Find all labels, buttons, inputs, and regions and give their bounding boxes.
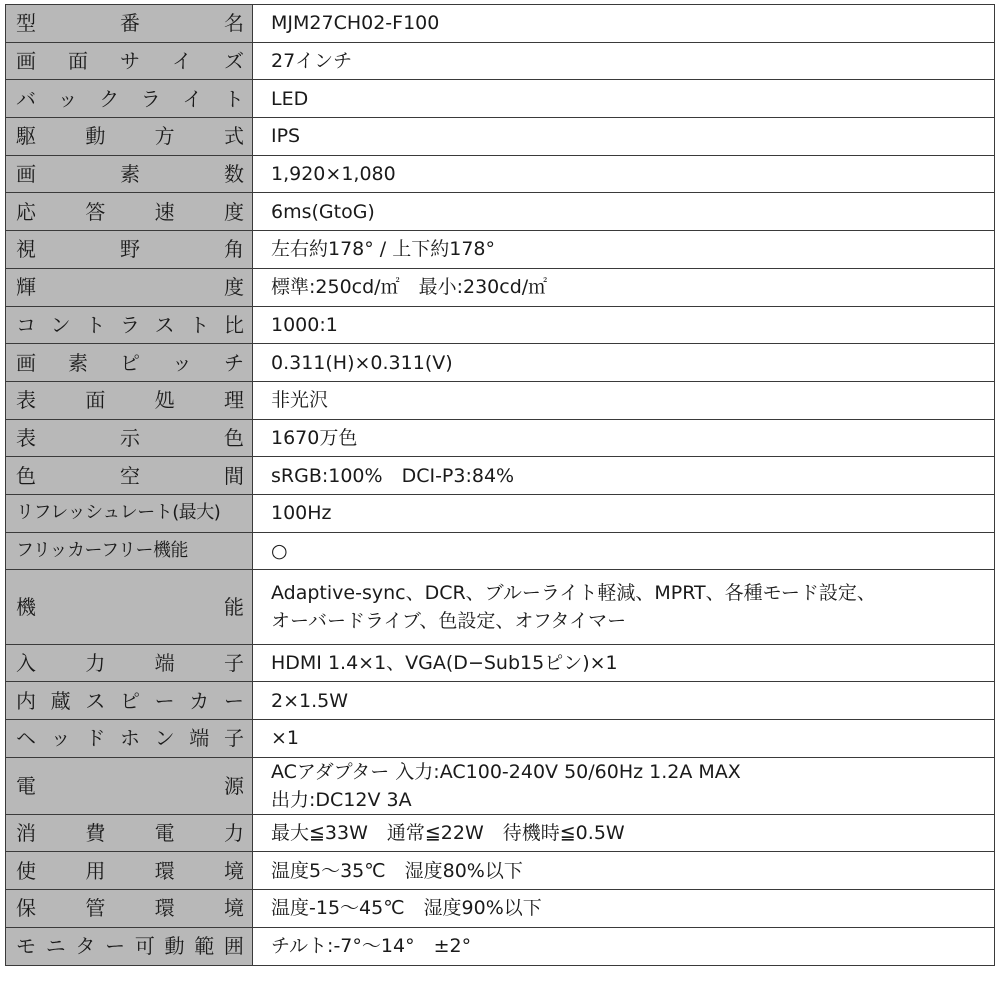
row-label-screen-size bbox=[6, 42, 253, 80]
row-label-flicker-free bbox=[6, 532, 253, 570]
row-value-storage-environment bbox=[253, 890, 995, 928]
row-value-flicker-free bbox=[253, 532, 995, 570]
row-value-contrast-ratio bbox=[253, 306, 995, 344]
table-row bbox=[6, 644, 995, 682]
row-value-backlight bbox=[253, 80, 995, 118]
row-value-pixel-pitch bbox=[253, 344, 995, 382]
row-label-model bbox=[6, 5, 253, 43]
row-value-input-terminals bbox=[253, 644, 995, 682]
row-label-contrast-ratio bbox=[6, 306, 253, 344]
value-text: 温度5～35℃ 湿度80%以下 bbox=[271, 859, 523, 882]
label-text: モ ニ タ ー 可 動 範 囲 bbox=[16, 934, 244, 959]
table-row bbox=[6, 80, 995, 118]
row-label-pixel-pitch bbox=[6, 344, 253, 382]
table-row bbox=[6, 381, 995, 419]
label-text: 型 番 名 bbox=[16, 11, 244, 36]
value-text: 6ms(GtoG) bbox=[271, 200, 375, 223]
row-label-features bbox=[6, 570, 253, 644]
label-text: 表 面 処 理 bbox=[16, 388, 244, 413]
value-text: 0.311(H)×0.311(V) bbox=[271, 351, 453, 374]
value-text: ×1 bbox=[271, 727, 300, 750]
label-text: ヘ ッ ド ホ ン 端 子 bbox=[16, 726, 244, 751]
row-value-model bbox=[253, 5, 995, 43]
table-row bbox=[6, 419, 995, 457]
row-label-backlight bbox=[6, 80, 253, 118]
table-row bbox=[6, 306, 995, 344]
row-value-headphone-jack bbox=[253, 720, 995, 758]
value-text: 左右約178° / 上下約178° bbox=[271, 238, 496, 261]
label-text: 消 費 電 力 bbox=[16, 821, 244, 846]
value-text: LED bbox=[271, 87, 309, 110]
label-text: 入 力 端 子 bbox=[16, 651, 244, 676]
table-row bbox=[6, 457, 995, 495]
table-row bbox=[6, 927, 995, 965]
row-value-power-supply bbox=[253, 757, 995, 814]
row-value-screen-size bbox=[253, 42, 995, 80]
row-label-display-colors bbox=[6, 419, 253, 457]
label-text: 使 用 環 境 bbox=[16, 858, 244, 883]
value-text: ○ bbox=[271, 539, 288, 562]
row-value-resolution bbox=[253, 155, 995, 193]
row-value-adjustment-range bbox=[253, 927, 995, 965]
row-label-operating-environment bbox=[6, 852, 253, 890]
table-row bbox=[6, 570, 995, 644]
row-label-viewing-angle bbox=[6, 231, 253, 269]
label-text: 画 面 サ イ ズ bbox=[16, 49, 244, 74]
table-row bbox=[6, 344, 995, 382]
row-label-color-space bbox=[6, 457, 253, 495]
value-text: 1000:1 bbox=[271, 313, 338, 336]
value-text: 1,920×1,080 bbox=[271, 163, 396, 186]
row-value-surface-treatment bbox=[253, 381, 995, 419]
value-text: 標準:250cd/㎡ 最小:230cd/㎡ bbox=[271, 276, 548, 299]
row-value-drive-method bbox=[253, 118, 995, 156]
label-text: バ ッ ク ラ イ ト bbox=[16, 86, 244, 111]
row-label-headphone-jack bbox=[6, 720, 253, 758]
row-value-color-space bbox=[253, 457, 995, 495]
value-text: 27インチ bbox=[271, 50, 353, 73]
value-text: ACアダプター 入力:AC100-240V 50/60Hz 1.2A MAX bbox=[271, 760, 741, 783]
table-row bbox=[6, 118, 995, 156]
value-text: 1670万色 bbox=[271, 426, 358, 449]
row-label-resolution bbox=[6, 155, 253, 193]
row-label-drive-method bbox=[6, 118, 253, 156]
table-row bbox=[6, 193, 995, 231]
row-value-built-in-speakers bbox=[253, 682, 995, 720]
table-row bbox=[6, 268, 995, 306]
label-text: 画 素 ピ ッ チ bbox=[16, 350, 244, 375]
table-row bbox=[6, 852, 995, 890]
label-text: 機 能 bbox=[16, 595, 244, 619]
label-text: 駆 動 方 式 bbox=[16, 124, 244, 149]
row-label-storage-environment bbox=[6, 890, 253, 928]
row-label-brightness bbox=[6, 268, 253, 306]
row-label-response-time bbox=[6, 193, 253, 231]
value-text: IPS bbox=[271, 125, 301, 148]
value-text: 温度-15～45℃ 湿度90%以下 bbox=[271, 897, 542, 920]
table-row bbox=[6, 757, 995, 814]
label-text: 内 蔵 ス ピ ー カ ー bbox=[16, 688, 244, 713]
row-label-adjustment-range bbox=[6, 927, 253, 965]
row-value-power-consumption bbox=[253, 814, 995, 852]
table-row bbox=[6, 720, 995, 758]
value-text: Adaptive-sync、DCR、ブルーライト軽減、MPRT、各種モード設定、 bbox=[271, 582, 876, 604]
value-text: オーバードライブ、色設定、オフタイマー bbox=[271, 610, 627, 632]
value-text: 100Hz bbox=[271, 502, 332, 525]
label-text: 電 源 bbox=[16, 773, 244, 798]
value-text: 非光沢 bbox=[271, 389, 329, 412]
row-value-operating-environment bbox=[253, 852, 995, 890]
table-row bbox=[6, 155, 995, 193]
label-text: 色 空 間 bbox=[16, 463, 244, 488]
label-text: リフレッシュレート(最大) bbox=[16, 502, 221, 524]
label-text: フリッカーフリー機能 bbox=[16, 539, 188, 561]
row-value-display-colors bbox=[253, 419, 995, 457]
table-row bbox=[6, 42, 995, 80]
row-label-built-in-speakers bbox=[6, 682, 253, 720]
row-value-viewing-angle bbox=[253, 231, 995, 269]
row-label-power-supply bbox=[6, 757, 253, 814]
value-text: HDMI 1.4×1、VGA(D−Sub15ピン)×1 bbox=[271, 652, 618, 675]
row-value-brightness bbox=[253, 268, 995, 306]
row-label-power-consumption bbox=[6, 814, 253, 852]
table-row bbox=[6, 231, 995, 269]
row-label-refresh-rate bbox=[6, 494, 253, 532]
row-value-features bbox=[253, 570, 995, 644]
table-row bbox=[6, 5, 995, 43]
label-text: 応 答 速 度 bbox=[16, 199, 244, 224]
value-text: 2×1.5W bbox=[271, 689, 349, 712]
value-text: MJM27CH02-F100 bbox=[271, 12, 440, 35]
label-text: 表 示 色 bbox=[16, 425, 244, 450]
value-text: 最大≦33W 通常≦22W 待機時≦0.5W bbox=[271, 822, 625, 845]
row-value-refresh-rate bbox=[253, 494, 995, 532]
table-row bbox=[6, 532, 995, 570]
value-text: 出力:DC12V 3A bbox=[271, 788, 412, 811]
table-row bbox=[6, 814, 995, 852]
label-text: コ ン ト ラ ス ト 比 bbox=[16, 312, 244, 337]
row-value-response-time bbox=[253, 193, 995, 231]
label-text: 画 素 数 bbox=[16, 162, 244, 187]
spec-table bbox=[5, 4, 995, 966]
table-row bbox=[6, 494, 995, 532]
label-text: 視 野 角 bbox=[16, 237, 244, 262]
row-label-input-terminals bbox=[6, 644, 253, 682]
row-label-surface-treatment bbox=[6, 381, 253, 419]
label-text: 保 管 環 境 bbox=[16, 896, 244, 921]
value-text: チルト:-7°～14° ±2° bbox=[271, 935, 472, 958]
value-text: sRGB:100% DCI-P3:84% bbox=[271, 464, 515, 487]
label-text: 輝 度 bbox=[16, 275, 244, 300]
table-row bbox=[6, 890, 995, 928]
table-row bbox=[6, 682, 995, 720]
